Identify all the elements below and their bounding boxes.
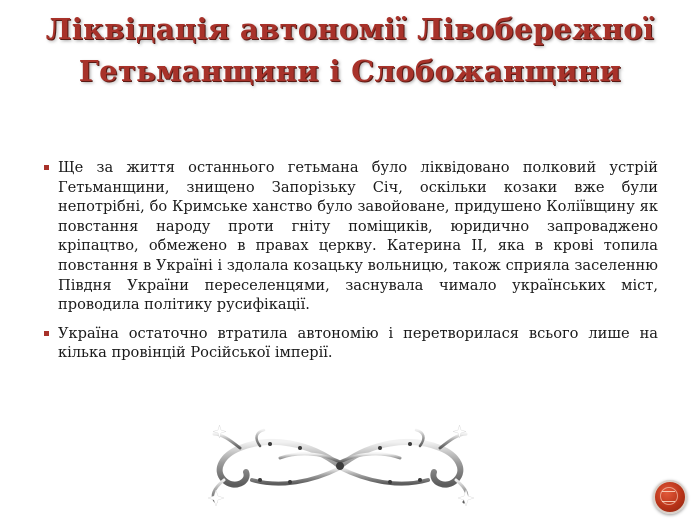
square-bullet-icon [44,165,49,170]
slide-body [58,158,658,372]
ornamental-divider-icon [200,422,480,510]
bullet-text-1: Ще за життя останнього гетьмана було ліквідовано полковий устрій Гетьманщини, знищено Запорізьку Січ, оскільки козаки вже були непотрібні, бо Кримське ханство було завойоване, придушено Коліївщину як повстання народу проти гніту поміщиків, юридично запроваджено кріпацтво, обмежено в правах церкву. Катерина ІІ, яка в крові топила повстання в Україні і здолала козацьку вольницю, також сприяла заселенню Півдня України переселенцями, заснувала чимало українських міст, проводила політику русифікації. [58,159,658,314]
slide-title-line-1: Ліквідація автономії Лівобережної [45,12,655,46]
bullet-item-1 [58,158,658,315]
nav-button-lines [662,491,675,502]
bullet-text-2: Україна остаточно втратила автономію і перетворилася всього лише на кілька провінцій Російської імперії. [58,324,658,362]
bullet-item-2 [58,324,658,363]
slide-title [30,8,670,92]
nav-button-icon[interactable] [653,480,687,514]
square-bullet-icon [44,331,49,336]
slide-title-line-2: Гетьманщини і Слобожанщини [78,54,622,88]
